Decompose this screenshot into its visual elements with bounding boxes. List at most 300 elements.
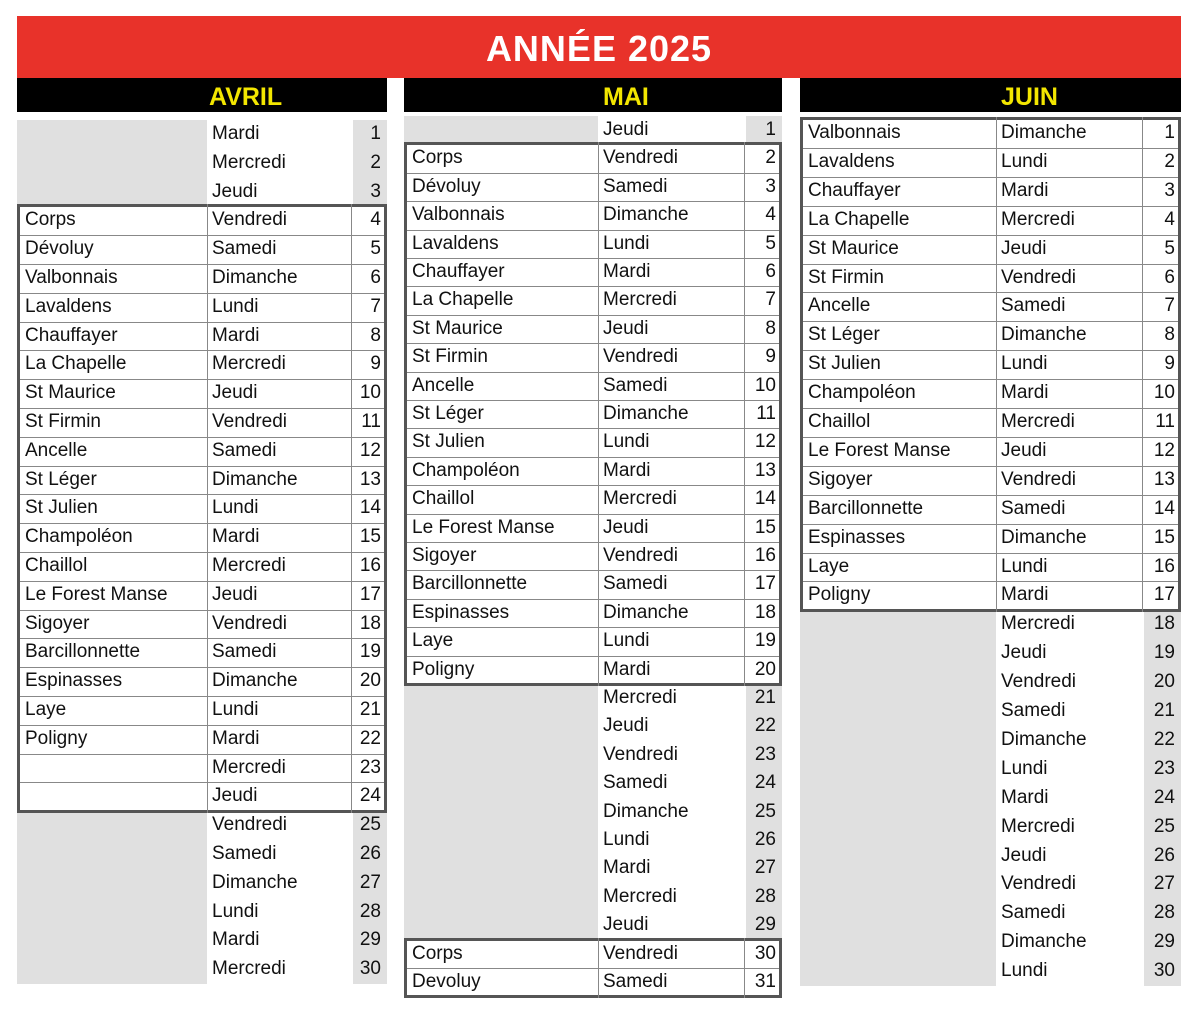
day-number: 13 [1153,468,1175,490]
empty-commune-cell [800,668,996,697]
empty-commune-cell [404,854,598,883]
commune-name: St Léger [412,403,484,424]
day-number: 16 [754,545,776,566]
day-number: 18 [1153,613,1175,635]
row-divider [803,321,1178,322]
commune-name: Corps [412,147,463,169]
day-name: Samedi [212,439,277,461]
row-divider [407,343,779,344]
day-number: 2 [370,151,381,173]
row-divider [20,466,384,467]
row-divider [407,542,779,543]
month-name: MAI [603,83,649,111]
day-name: Dimanche [212,670,298,692]
day-number: 21 [754,687,776,708]
day-name: Mardi [603,857,651,879]
commune-name: Sigoyer [412,545,477,566]
row-divider [803,177,1178,178]
day-number: 4 [765,204,776,226]
day-name: Mercredi [603,687,677,708]
day-number: 17 [754,573,776,595]
day-number: 1 [1164,122,1175,143]
day-number: 22 [359,727,381,749]
empty-commune-cell [800,957,996,986]
row-divider [407,372,779,373]
day-name: Samedi [212,641,277,663]
commune-name: Barcillonnette [412,573,528,595]
day-name: Samedi [603,175,668,197]
commune-name: Chauffayer [808,179,901,201]
row-divider [20,610,384,611]
day-number: 15 [359,526,381,548]
day-name: Mardi [603,459,651,481]
day-number: 5 [765,232,776,254]
day-number: 15 [754,516,776,538]
day-name: Mardi [212,526,260,548]
day-name: Mercredi [1001,411,1075,432]
day-name: Mardi [212,123,260,144]
day-name: Samedi [603,772,668,794]
day-name: Jeudi [603,119,649,140]
day-number: 22 [1153,728,1175,750]
day-name: Vendredi [212,612,288,634]
empty-commune-cell [404,911,598,940]
row-divider [407,570,779,571]
day-number: 30 [1153,960,1175,982]
commune-name: St Julien [412,431,485,453]
day-name: Samedi [1001,902,1066,924]
row-divider [407,627,779,628]
day-number: 1 [370,123,381,144]
day-name: Lundi [212,900,259,922]
day-name: Mardi [1001,179,1049,201]
commune-name: Chauffayer [25,324,118,346]
day-name: Lundi [603,829,650,850]
day-name: Mardi [212,929,260,951]
day-number: 21 [359,699,381,720]
commune-name: Corps [25,209,76,231]
day-number: 31 [754,971,776,992]
day-name: Dimanche [1001,931,1087,953]
commune-name: Valbonnais [25,267,118,288]
day-number: 3 [370,180,381,202]
day-number: 4 [1164,208,1175,230]
commune-name: Valbonnais [808,122,901,143]
row-divider [20,408,384,409]
row-divider [407,230,779,231]
day-name: Lundi [1001,757,1048,779]
commune-name: Chaillol [25,555,88,576]
day-number: 16 [359,555,381,576]
day-number: 25 [359,814,381,836]
commune-name: Poligny [412,658,475,680]
day-name: Dimanche [603,403,689,424]
commune-name: Espinasses [25,670,123,692]
day-number: 23 [359,756,381,778]
commune-name: Champoléon [25,526,133,548]
row-divider [20,350,384,351]
day-name: Vendredi [212,814,288,836]
day-name: Dimanche [603,601,689,623]
empty-commune-cell [800,928,996,957]
commune-name: St Firmin [25,411,101,432]
empty-commune-cell [17,149,207,178]
day-number: 18 [359,612,381,634]
empty-commune-cell [800,726,996,755]
commune-name: Champoléon [412,459,520,481]
commune-name: St Léger [25,468,97,490]
day-name: Lundi [212,295,259,317]
column-divider [207,204,208,813]
day-number: 5 [1164,237,1175,259]
empty-commune-cell [800,870,996,899]
day-number: 9 [1164,353,1175,375]
empty-commune-cell [404,769,598,798]
day-number: 25 [1153,815,1175,837]
day-name: Dimanche [1001,324,1087,346]
commune-name: Chaillol [808,411,871,432]
day-name: Jeudi [1001,237,1047,259]
day-name: Mercredi [603,488,677,510]
day-number: 22 [754,715,776,737]
day-number: 7 [1164,295,1175,317]
day-number: 30 [359,958,381,980]
row-divider [803,581,1178,582]
day-number: 2 [1164,150,1175,172]
month-avril [17,78,387,998]
commune-name: Le Forest Manse [25,583,168,605]
commune-name: Poligny [808,584,871,606]
commune-name: Sigoyer [808,468,873,490]
day-name: Mardi [603,658,651,680]
commune-name: Corps [412,942,463,964]
day-name: Mercredi [1001,613,1075,635]
day-number: 20 [359,670,381,692]
row-divider [803,379,1178,380]
day-name: Mercredi [212,353,286,375]
day-number: 7 [370,295,381,317]
commune-name: Devoluy [412,971,481,992]
row-divider [803,495,1178,496]
row-divider [803,292,1178,293]
day-number: 16 [1153,555,1175,577]
day-name: Jeudi [212,382,258,404]
commune-name: La Chapelle [25,353,127,375]
row-divider [803,437,1178,438]
month-juin [800,78,1181,998]
commune-name: Ancelle [808,295,871,317]
day-number: 6 [1164,266,1175,288]
row-divider [803,408,1178,409]
day-name: Samedi [603,573,668,595]
row-divider [803,235,1178,236]
empty-commune-cell [404,684,598,713]
day-number: 4 [370,209,381,231]
day-name: Lundi [1001,960,1048,982]
commune-name: Lavaldens [412,232,499,254]
day-number: 23 [754,743,776,765]
row-divider [20,523,384,524]
column-divider [598,142,599,686]
day-number: 13 [359,468,381,490]
day-number: 23 [1153,757,1175,779]
row-divider [20,437,384,438]
empty-commune-cell [17,926,207,955]
commune-name: Espinasses [808,526,906,548]
commune-name: Espinasses [412,601,510,623]
commune-name: Barcillonnette [808,497,924,519]
day-name: Dimanche [1001,526,1087,548]
day-name: Dimanche [1001,728,1087,750]
row-divider [20,725,384,726]
day-name: Mercredi [1001,815,1075,837]
day-number: 9 [370,353,381,375]
commune-name: Sigoyer [25,612,90,634]
empty-commune-cell [800,697,996,726]
empty-commune-cell [17,178,207,207]
day-name: Vendredi [212,411,288,432]
day-name: Jeudi [603,317,649,339]
day-number: 8 [370,324,381,346]
day-number: 8 [765,317,776,339]
day-name: Vendredi [603,147,679,169]
day-name: Mercredi [212,555,286,576]
day-name: Jeudi [212,583,258,605]
empty-commune-cell [800,813,996,842]
day-number: 19 [1153,642,1175,664]
commune-name: St Firmin [412,346,488,368]
day-number: 10 [359,382,381,404]
empty-commune-cell [800,899,996,928]
month-name: AVRIL [209,83,283,111]
commune-name: St Maurice [25,382,116,404]
day-name: Mardi [212,727,260,749]
column-divider [996,117,997,612]
day-number: 26 [1153,844,1175,866]
day-name: Vendredi [603,545,679,566]
day-name: Mercredi [212,756,286,778]
day-number: 14 [754,488,776,510]
day-number: 9 [765,346,776,368]
day-name: Mardi [1001,786,1049,808]
day-name: Mercredi [1001,208,1075,230]
day-name: Vendredi [1001,873,1077,895]
day-number: 6 [370,267,381,288]
row-divider [803,553,1178,554]
day-name: Jeudi [1001,642,1047,664]
day-name: Vendredi [1001,671,1077,693]
day-number: 30 [754,942,776,964]
day-name: Dimanche [212,468,298,490]
day-number: 27 [754,857,776,879]
commune-name: Champoléon [808,382,916,404]
row-divider [407,173,779,174]
empty-commune-cell [800,842,996,871]
commune-name: Dévoluy [412,175,481,197]
day-number: 12 [1153,439,1175,461]
row-divider [20,264,384,265]
row-divider [803,524,1178,525]
day-number: 2 [765,147,776,169]
day-number: 27 [1153,873,1175,895]
row-divider [803,466,1178,467]
day-name: Lundi [1001,555,1048,577]
commune-name: Chauffayer [412,261,505,282]
row-divider [803,206,1178,207]
commune-name: Le Forest Manse [412,516,555,538]
day-number: 21 [1153,700,1175,721]
commune-name: Barcillonnette [25,641,141,663]
empty-commune-cell [404,116,598,145]
day-name: Vendredi [603,942,679,964]
day-number: 17 [1153,584,1175,606]
day-number: 24 [1153,786,1175,808]
row-divider [803,148,1178,149]
day-name: Mardi [1001,382,1049,404]
day-name: Lundi [1001,150,1048,172]
commune-name: St Julien [808,353,881,375]
day-name: Lundi [1001,353,1048,375]
day-name: Mercredi [603,289,677,311]
day-name: Lundi [212,497,259,519]
day-name: Samedi [1001,295,1066,317]
day-number: 26 [754,829,776,850]
day-number: 7 [765,289,776,311]
row-divider [20,379,384,380]
commune-name: La Chapelle [808,208,910,230]
day-number: 13 [754,459,776,481]
day-name: Jeudi [212,785,258,807]
day-number: 20 [1153,671,1175,693]
commune-name: St Maurice [808,237,899,259]
day-number: 11 [361,411,381,432]
commune-name: Poligny [25,727,88,749]
empty-commune-cell [17,120,207,149]
empty-commune-cell [800,610,996,639]
month-name: JUIN [1001,83,1058,111]
day-name: Mercredi [212,151,286,173]
day-number: 5 [370,238,381,260]
row-divider [20,754,384,755]
empty-commune-cell [404,741,598,770]
day-number: 1 [765,119,776,140]
day-name: Dimanche [212,871,298,893]
day-number: 3 [765,175,776,197]
empty-commune-cell [17,811,207,840]
day-name: Vendredi [603,346,679,368]
row-divider [803,350,1178,351]
row-divider [407,514,779,515]
day-name: Samedi [603,374,668,396]
row-divider [803,264,1178,265]
commune-name: Dévoluy [25,238,94,260]
commune-name: Ancelle [25,439,88,461]
day-name: Vendredi [603,743,679,765]
row-divider [407,485,779,486]
day-name: Jeudi [603,516,649,538]
day-name: Samedi [603,971,668,992]
row-divider [407,258,779,259]
day-number: 17 [359,583,381,605]
day-name: Lundi [603,431,650,453]
day-name: Vendredi [1001,468,1077,490]
day-name: Jeudi [1001,844,1047,866]
empty-commune-cell [17,955,207,984]
commune-name: Le Forest Manse [808,439,951,461]
day-name: Mercredi [603,885,677,907]
commune-name: La Chapelle [412,289,514,311]
row-divider [407,656,779,657]
row-divider [407,315,779,316]
day-number: 15 [1153,526,1175,548]
row-divider [407,400,779,401]
commune-name: St Léger [808,324,880,346]
day-name: Dimanche [603,204,689,226]
commune-name: Valbonnais [412,204,505,226]
empty-commune-cell [17,869,207,898]
day-name: Mardi [212,324,260,346]
day-number: 25 [754,800,776,822]
empty-commune-cell [404,712,598,741]
day-name: Dimanche [212,267,298,288]
row-divider [20,581,384,582]
day-number: 29 [754,914,776,936]
empty-commune-cell [17,840,207,869]
day-number: 29 [1153,931,1175,953]
empty-commune-cell [404,883,598,912]
day-number: 26 [359,843,381,864]
day-name: Mardi [603,261,651,282]
row-divider [20,782,384,783]
row-divider [20,696,384,697]
row-divider [20,293,384,294]
day-name: Dimanche [1001,122,1087,143]
day-number: 3 [1164,179,1175,201]
day-number: 6 [765,261,776,282]
commune-name: St Firmin [808,266,884,288]
column-divider [598,938,599,999]
day-name: Vendredi [212,209,288,231]
page-title: ANNÉE 2025 [17,16,1181,78]
empty-commune-cell [17,898,207,927]
month-header [404,78,782,112]
commune-name: Chaillol [412,488,475,510]
day-name: Vendredi [1001,266,1077,288]
day-number: 27 [359,871,381,893]
day-number: 10 [754,374,776,396]
commune-name: Laye [412,630,454,652]
day-number: 19 [359,641,381,663]
day-number: 28 [1153,902,1175,924]
empty-commune-cell [800,755,996,784]
month-header [800,78,1181,112]
commune-name: Lavaldens [25,295,112,317]
day-name: Mardi [1001,584,1049,606]
day-number: 12 [359,439,381,461]
day-number: 18 [754,601,776,623]
row-divider [20,235,384,236]
row-divider [20,552,384,553]
commune-name: St Julien [25,497,98,519]
row-divider [407,457,779,458]
row-divider [20,638,384,639]
row-divider [407,599,779,600]
day-number: 14 [359,497,381,519]
day-number: 11 [1155,411,1175,432]
day-name: Lundi [212,699,259,720]
day-name: Samedi [212,843,277,864]
day-number: 28 [754,885,776,907]
